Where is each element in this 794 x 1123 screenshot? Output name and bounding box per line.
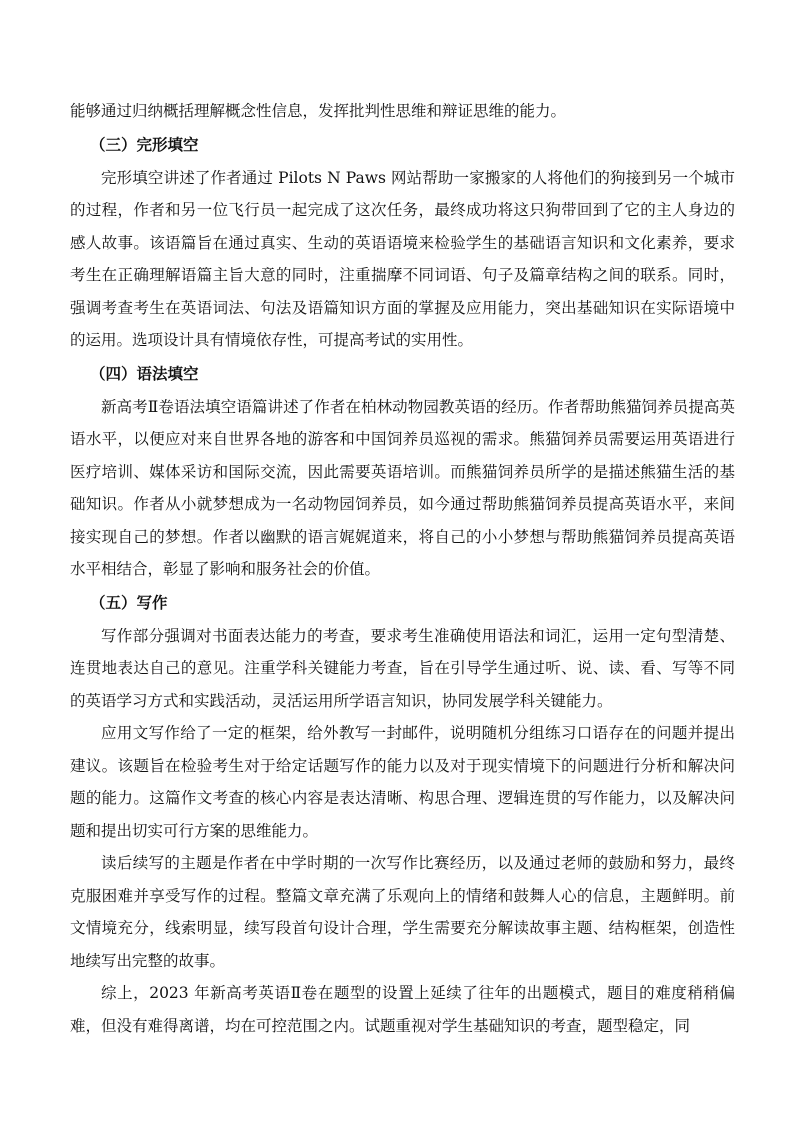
cloze-paragraph: 完形填空讲述了作者通过 Pilots N Paws 网站帮助一家搬家的人将他们的狗接到另一个城市的过程，作者和另一位飞行员一起完成了这次任务，最终成功将这只狗带回到了它的主人身边的感人故事。该语篇旨在通过真实、生动的英语语境来检验学生的基础语言知识和文化素养，要求考生在正确理解语篇主旨大意的同时，注重揣摩不同词语、句子及篇章结构之间的联系。同时，强调考查考生在英语词法、句法及语篇知识方面的掌握及应用能力，突出基础知识在实际语境中的运用。选项设计具有情境依存性，可提高考试的实用性。 bbox=[70, 168, 735, 349]
top-line: 能够通过归纳概括理解概念性信息，发挥批判性思维和辩证思维的能力。 bbox=[70, 102, 567, 120]
section-heading-grammar: （四）语法填空 bbox=[90, 363, 199, 383]
grammar-paragraph: 新高考Ⅱ卷语法填空语篇讲述了作者在柏林动物园教英语的经历。作者帮助熊猫饲养员提高英语水平，以便应对来自世界各地的游客和中国饲养员巡视的需求。熊猫饲养员需要运用英语进行医疗培训、媒体采访和国际交流，因此需要英语培训。而熊猫饲养员所学的是描述熊猫生活的基础知识。作者从小就梦想成为一名动物园饲养员，如今通过帮助熊猫饲养员提高英语水平，来间接实现自己的梦想。作者以幽默的语言娓娓道来，将自己的小小梦想与帮助熊猫饲养员提高英语水平相结合，彰显了影响和服务社会的价值。 bbox=[70, 397, 735, 578]
document-body bbox=[70, 95, 735, 1042]
section-heading-cloze: （三）完形填空 bbox=[90, 134, 199, 154]
writing-paragraph-continuation: 读后续写的主题是作者在中学时期的一次写作比赛经历，以及通过老师的鼓励和努力，最终克服困难并享受写作的过程。整篇文章充满了乐观向上的情绪和鼓舞人心的信息，主题鲜明。前文情境充分，线索明显，续写段首句设计合理，学生需要充分解读故事主题、结构框架，创造性地续写出完整的故事。 bbox=[70, 854, 735, 970]
writing-paragraph-practical: 应用文写作给了一定的框架，给外教写一封邮件，说明随机分组练习口语存在的问题并提出建议。该题旨在检验考生对于给定话题写作的能力以及对于现实情境下的问题进行分析和解决问题的能力。这篇作文考查的核心内容是表达清晰、构思合理、逻辑连贯的写作能力，以及解决问题和提出切实可行方案的思维能力。 bbox=[70, 724, 735, 840]
writing-paragraph-overview: 写作部分强调对书面表达能力的考查，要求考生准确使用语法和词汇，运用一定句型清楚、连贯地表达自己的意见。注重学科关键能力考查，旨在引导学生通过听、说、读、看、写等不同的英语学习方式和实践活动，灵活运用所学语言知识，协同发展学科关键能力。 bbox=[70, 626, 735, 710]
summary-paragraph: 综上，2023 年新高考英语Ⅱ卷在题型的设置上延续了往年的出题模式，题目的难度稍稍偏难，但没有难得离谱，均在可控范围之内。试题重视对学生基础知识的考查，题型稳定，同 bbox=[70, 984, 735, 1035]
section-heading-writing: （五）写作 bbox=[90, 592, 168, 612]
